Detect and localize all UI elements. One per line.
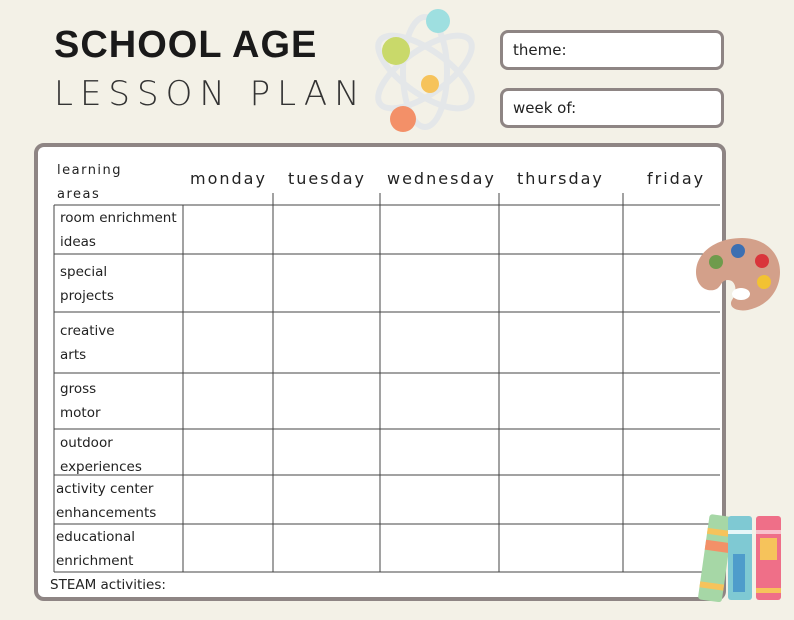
row-label-gross-motor: gross motor: [60, 381, 101, 421]
day-thursday: thursday: [517, 169, 604, 188]
row-label-activity-center: activity center enhancements: [56, 481, 157, 521]
day-wednesday: wednesday: [387, 169, 496, 188]
title-lesson-plan: LESSON PLAN: [54, 74, 367, 114]
title-school-age: SCHOOL AGE: [54, 24, 318, 66]
week-of-label: week of:: [513, 99, 577, 117]
atom-icon: [360, 0, 490, 140]
row-label-educational-enrichment: educational enrichment: [56, 529, 136, 569]
steam-activities-label: STEAM activities:: [50, 577, 166, 593]
theme-field[interactable]: [500, 30, 724, 70]
row-label-special-projects: special projects: [60, 264, 114, 304]
learning-areas-header: learning areas: [57, 163, 123, 202]
row-label-outdoor-experiences: outdoor experiences: [60, 435, 142, 475]
paint-palette-icon: [692, 232, 784, 314]
row-label-room-enrichment: room enrichment ideas: [60, 210, 177, 250]
theme-label: theme:: [513, 41, 567, 59]
week-of-field[interactable]: [500, 88, 724, 128]
day-tuesday: tuesday: [288, 169, 367, 188]
books-icon: [686, 508, 794, 602]
row-label-creative-arts: creative arts: [60, 323, 115, 363]
day-monday: monday: [190, 169, 267, 188]
day-friday: friday: [647, 169, 706, 188]
lesson-plan-table: [34, 143, 726, 601]
